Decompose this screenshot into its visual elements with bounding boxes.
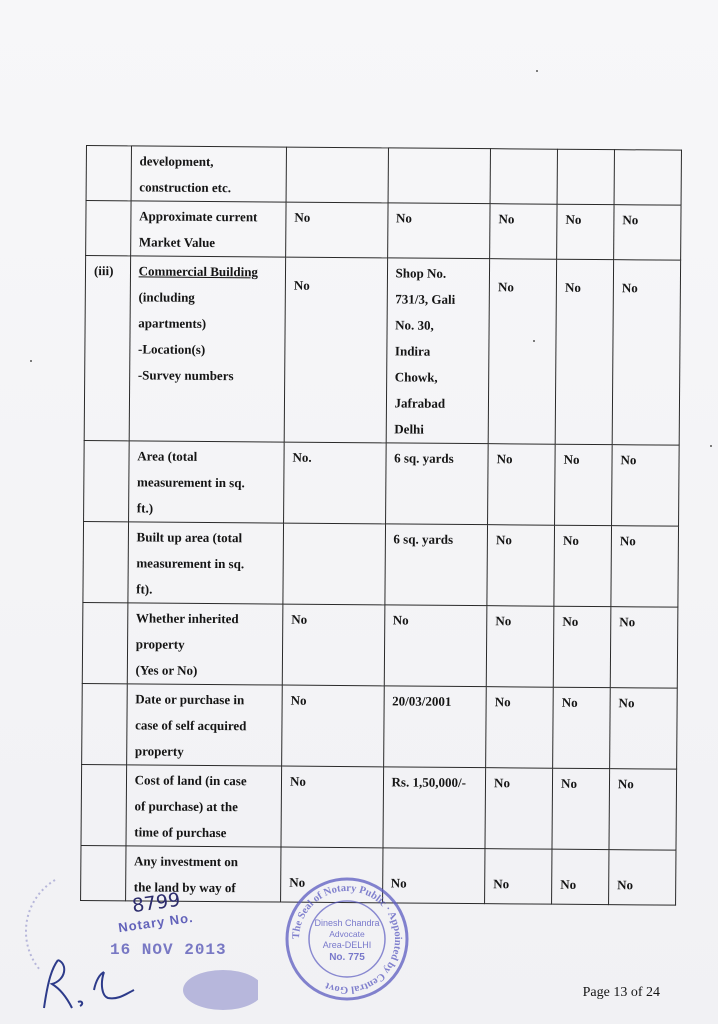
- value-cell: [490, 149, 557, 205]
- section-heading: Commercial Building: [138, 263, 259, 280]
- value-cell: No: [610, 688, 678, 770]
- value-cell: [286, 147, 388, 203]
- value-cell: No: [284, 257, 387, 443]
- value-cell: No: [488, 444, 556, 526]
- value-cell: No: [281, 766, 383, 848]
- table-row: [81, 764, 677, 850]
- serial-cell: [86, 146, 131, 201]
- notary-seal: [282, 874, 412, 1004]
- description-cell: Approximate current Market Value: [130, 201, 286, 257]
- value-cell: No: [384, 605, 487, 687]
- description-text: (including apartments) -Location(s) -Survey numbers: [137, 289, 234, 384]
- seal-number: No. 775: [329, 952, 365, 963]
- description-cell: Date or purchase in case of self acquired property: [126, 684, 282, 766]
- seal-ring-text: The Seal of Notary Public · Appointed by Central Govt: [290, 882, 404, 996]
- value-cell: No.: [284, 442, 386, 524]
- description-cell: [129, 256, 286, 442]
- description-cell: Any investment on the land by way of: [125, 846, 281, 902]
- value-cell: 6 sq. yards: [384, 524, 487, 606]
- value-cell: No: [387, 203, 490, 259]
- value-cell: No: [611, 526, 679, 608]
- value-cell: No: [611, 445, 679, 527]
- value-cell: No: [609, 769, 677, 851]
- value-cell: No: [488, 259, 556, 445]
- value-cell: No: [490, 204, 557, 260]
- value-cell: No: [552, 849, 609, 904]
- value-cell: [614, 150, 681, 206]
- value-cell: 6 sq. yards: [385, 443, 488, 525]
- value-cell: No: [553, 606, 610, 687]
- table-row: [86, 201, 681, 261]
- assets-table: [80, 145, 682, 906]
- value-cell: No: [486, 687, 554, 769]
- value-cell: No: [609, 850, 676, 906]
- serial-cell: [86, 201, 131, 256]
- value-cell: [557, 149, 614, 204]
- seal-title: Advocate: [329, 929, 365, 939]
- value-cell: No: [555, 444, 612, 525]
- value-cell: No: [555, 259, 613, 444]
- description-cell: Area (total measurement in sq. ft.): [128, 441, 284, 523]
- serial-cell: [82, 683, 127, 764]
- value-cell: No: [382, 848, 485, 904]
- value-cell: No: [610, 607, 678, 689]
- date-stamp: 16 NOV 2013: [110, 941, 227, 959]
- table-row: [82, 683, 678, 769]
- partial-stamp-outline: [25, 870, 135, 990]
- value-cell: [388, 148, 491, 204]
- value-cell: No: [554, 525, 611, 606]
- value-cell: No: [557, 204, 614, 259]
- scan-speck: [710, 445, 712, 447]
- scan-speck: [536, 70, 538, 72]
- scan-speck: [30, 360, 32, 362]
- description-cell: Cost of land (in case of purchase) at the time of purchase: [126, 765, 282, 847]
- description-cell: development, construction etc.: [131, 146, 287, 202]
- value-cell: Rs. 1,50,000/-: [383, 767, 486, 849]
- value-cell: No: [487, 525, 555, 607]
- handwritten-number: 8799: [130, 888, 182, 918]
- value-cell: No: [614, 205, 681, 261]
- value-cell: No: [486, 606, 554, 688]
- page-number: Page 13 of 24: [582, 985, 660, 1000]
- scan-speck: [533, 340, 535, 342]
- description-cell: Whether inherited property (Yes or No): [127, 603, 283, 685]
- value-cell: No: [286, 202, 388, 258]
- seal-area: Area-DELHI: [322, 940, 372, 950]
- table-row: [84, 256, 680, 446]
- serial-cell: [81, 764, 126, 845]
- serial-cell: (iii): [84, 256, 130, 441]
- value-cell: No: [281, 847, 383, 903]
- value-cell: No: [282, 604, 384, 686]
- value-cell: No: [612, 260, 680, 446]
- table-row: [84, 440, 680, 526]
- serial-cell: [84, 440, 129, 521]
- seal-name: Dinesh Chandra: [314, 918, 380, 928]
- seal-graphic: [282, 874, 412, 1004]
- value-cell: No: [282, 685, 384, 767]
- value-cell: No: [553, 687, 610, 768]
- table-row: [83, 521, 679, 607]
- notary-label: Notary No.: [117, 909, 195, 936]
- description-cell: Built up area (total measurement in sq. ft).: [128, 522, 284, 604]
- value-cell: Shop No. 731/3, Gali No. 30, Indira Chowk, Jafrabad Delhi: [386, 258, 490, 444]
- value-cell: 20/03/2001: [383, 686, 486, 768]
- value-cell: No: [485, 849, 552, 905]
- serial-cell: [83, 521, 128, 602]
- value-cell: No: [485, 768, 553, 850]
- value-cell: No: [552, 768, 609, 849]
- table-row: [82, 602, 678, 688]
- value-cell: [283, 523, 385, 605]
- table-row: [86, 146, 681, 206]
- serial-cell: [82, 602, 127, 683]
